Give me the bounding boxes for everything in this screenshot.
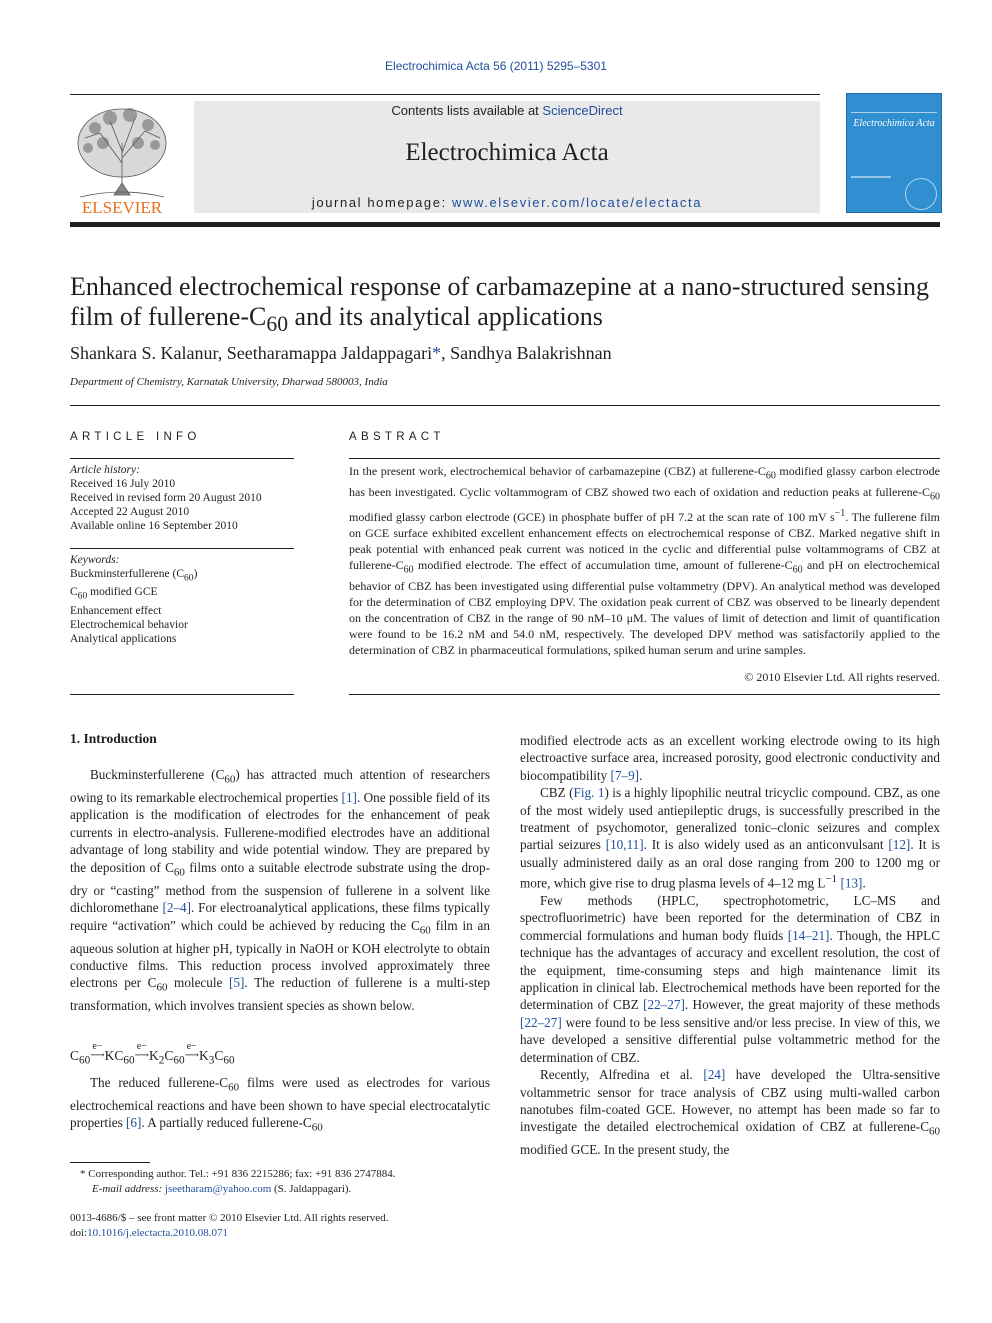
reference-link[interactable]: Fig. 1 <box>573 785 605 801</box>
cover-title: Electrochimica Acta <box>853 118 935 129</box>
journal-citation[interactable]: Electrochimica Acta 56 (2011) 5295–5301 <box>385 59 607 73</box>
journal-homepage <box>194 195 820 210</box>
intro-paragraph-5: Recently, Alfredina et al. [24] have developed the Ultra-sensitive voltammetric sensor for trace analysis of CBZ using multi-walled carbon nanotubes film-coated GCE. However, no attempt has been made so far to investigate the detailed electrochemical oxidation of CBZ at fullerene-$C_{60}$ modified GCE. In the present study, the <box>520 1067 940 1158</box>
body-right-column <box>520 732 940 1159</box>
intro-paragraph-3: CBZ (Fig. 1) is a highly lipophilic neutral tricyclic compound. CBZ, as one of the most widely used antiepileptic drugs, is successfully prescribed in the treatment of psychomotor, generalized tonic–clonic seizures and complex partial seizures [10,11]. It is also widely used as an anticonvulsant [12]. It is usually administered daily as an oral dose ranging from 200 to 1200 mg or more, which give rise to drug plasma levels of 4–12 mg $L^{-1}$ [13]. <box>520 785 941 891</box>
info-rule-bottom <box>70 694 294 695</box>
reference-link[interactable]: [12] <box>888 837 911 853</box>
keywords-list <box>70 567 294 646</box>
email-link[interactable]: jseetharam@yahoo.com <box>164 1183 272 1195</box>
reference-link[interactable]: [10,11] <box>605 837 644 853</box>
reference-link[interactable]: [1] <box>341 790 357 806</box>
history-label: Article history: <box>70 464 140 476</box>
history-received: Received 16 July 2010 <box>70 478 176 490</box>
history-revised: Received in revised form 20 August 2010 <box>70 492 262 504</box>
author-list <box>70 343 612 364</box>
intro-paragraph-4: Few methods (HPLC, spectrophotometric, LC–MS and spectrofluorimetric) have been reported for the determination of CBZ in commercial formulations and human body fluids [14–21]. Though, the HPLC technique has the advantages of accuracy and excellent resolution, the cost of the equipment, time-consuming steps and high maintenance limit its application in clinical lab. Electrochemical methods have been reported for the determination of CBZ [22–27]. However, the great majority of these methods [22–27] were found to be less sensitive and/or less precise. In view of this, we have developed a sensitive differential pulse voltammetric method for the determination of CBZ. <box>520 893 941 1065</box>
intro-paragraph-2: The reduced fullerene-$C_{60}$ films were used as electrodes for various electrochemical reactions and have been shown to have special electrocatalytic properties [6]. A partially reduced fullerene-$C_{60}$ <box>70 1075 491 1135</box>
article-title-text: Enhanced electrochemical response of carbamazepine at a nano-structured sensing film of fullerene-$C_{60}$ and its analytical applications <box>70 272 930 337</box>
reference-link[interactable]: [2–4] <box>162 900 192 916</box>
body-left-column <box>70 766 490 1015</box>
contents-prefix: Contents lists available at <box>391 103 543 118</box>
sciencedirect-link[interactable]: ScienceDirect <box>542 103 623 118</box>
journal-cover-thumbnail[interactable] <box>846 93 942 213</box>
info-rule-top <box>70 458 294 459</box>
reference-link[interactable]: [6] <box>126 1115 142 1131</box>
abstract-rule-top <box>349 458 940 459</box>
reduction-equation: $C_{60}e-$ $⟶KC_{60}e-$ $⟶K_2C_{60}e-$ $⟶K_3C_{60}$ <box>70 1041 235 1067</box>
abstract-rule-bottom <box>349 694 940 695</box>
cover-globe-icon <box>905 178 937 210</box>
keyword-item: Buckminsterfullerene $(C_{60})$ <box>70 568 198 584</box>
front-matter-note <box>70 1211 388 1241</box>
elsevier-tree-logo <box>70 103 174 215</box>
article-info-heading: ARTICLE INFO <box>70 431 201 443</box>
abstract-text: In the present work, electrochemical behavior of carbamazepine (CBZ) at fullerene-$C_{60}$ modified glassy carbon electrode has been investigated. Cyclic voltammogram of CBZ showed two each of oxidation and reduction peaks at fullerene-$C_{60}$ modified glassy carbon electrode (GCE) in phosphate buffer of pH 7.2 at the scan rate of 100 mV $s^{-1}$. The fullerene film on GCE surface exhibited excellent enhancement effects on electrochemical response of CBZ. Marked negative shift in peak potential with enhanced peak current was noticed in the cyclic and differential pulse voltammograms of CBZ at fullerene-$C_{60}$ modified electrode. The effect of accumulation time, amount of fullerene-$C_{60}$ and pH on electrochemical behavior of CBZ has been investigated using differential pulse voltammetry (DPV). An analytical method was developed for the determination of CBZ employing DPV. The oxidation peak current of CBZ was observed to be linearly dependent on the concentration of CBZ in the range of 90 nM–10 μM. The values of limit of detection and limit of quantification were found to be 16.2 nM and 54.0 nM, respectively. The developed DPV method was satisfactorily applied to the determination of CBZ in pharmaceutical formulations, spiked human serum and urine samples. <box>349 464 941 658</box>
contents-available <box>194 103 820 118</box>
title-divider <box>70 405 940 406</box>
abstract-heading: ABSTRACT <box>349 431 445 443</box>
section-heading-introduction: 1. Introduction <box>70 731 157 746</box>
author-names[interactable]: Shankara S. Kalanur, Seetharamappa Jaldappagari*, Sandhya Balakrishnan <box>70 343 612 363</box>
keywords <box>70 553 294 646</box>
email-suffix: (S. Jaldappagari). <box>271 1183 352 1195</box>
intro-paragraph-2-cont: modified electrode acts as an excellent working electrode owing to its high electroactive surface area, increased porosity, good electronic conductivity and biocompatibility [7–9]. <box>520 733 940 783</box>
history-accepted: Accepted 22 August 2010 <box>70 506 190 518</box>
reference-link[interactable]: [7–9] <box>610 767 640 783</box>
keywords-label: Keywords: <box>70 554 120 566</box>
keyword-item: Analytical applications <box>70 632 177 645</box>
reference-link[interactable]: [22–27] <box>643 997 685 1013</box>
doi-label: doi: <box>70 1227 88 1239</box>
info-rule-mid <box>70 548 294 549</box>
footnote-rule <box>70 1162 150 1163</box>
corresponding-author: * Corresponding author. Tel.: +91 836 2215286; fax: +91 836 2747884. <box>80 1168 396 1180</box>
copyright: © 2010 Elsevier Ltd. All rights reserved. <box>744 670 940 684</box>
corresponding-author-note <box>80 1167 395 1197</box>
keyword-item: $C_{60}$ modified GCE <box>70 586 158 602</box>
elsevier-wordmark: ELSEVIER <box>81 198 163 215</box>
email-label: E-mail address: <box>92 1183 165 1195</box>
article-title <box>70 272 940 339</box>
journal-name: Electrochimica Acta <box>405 139 609 166</box>
intro-paragraph-1: Buckminsterfullerene $(C_{60})$ has attracted much attention of researchers owing to its remarkable electrochemical properties [1]. One possible field of its application is the modification of electrodes for the enhancement of peak currents in electro-analysis. Fullerene-modified electrodes have an additional advantage of long stability and wide potential window. They are prepared by the deposition of $C_{60}$ films onto a suitable electrode substrate using the drop-dry or “casting” method from the suspension of fullerene in a solvent like dichloromethane [2–4]. For electroanalytical applications, these films typically require “activation” which could be achieved by reducing the $C_{60}$ film in an aqueous solution at higher pH, typically in NaOH or KOH electrolyte to obtain conductive films. This reduction process involved approximately three electrons per $C_{60}$ molecule [5]. The reduction of fullerene is a multi-step transformation, which involves transient species as shown below. <box>70 767 491 1014</box>
body-left-column-2 <box>70 1074 490 1138</box>
homepage-prefix: journal homepage: <box>311 195 453 210</box>
doi-link[interactable]: 10.1016/j.electacta.2010.08.071 <box>87 1227 228 1239</box>
reference-link[interactable]: [22–27] <box>520 1014 562 1030</box>
reference-link[interactable]: [14–21] <box>787 927 830 943</box>
issn-line: 0013-4686/$ – see front matter © 2010 Elsevier Ltd. All rights reserved. <box>70 1212 389 1224</box>
article-history <box>70 463 294 533</box>
history-online: Available online 16 September 2010 <box>70 520 238 532</box>
affiliation: Department of Chemistry, Karnatak University, Dharwad 580003, India <box>70 376 388 388</box>
header-thick-rule <box>70 222 940 227</box>
header-top-rule <box>70 94 820 95</box>
reference-link[interactable]: [24] <box>703 1067 726 1083</box>
homepage-link[interactable]: www.elsevier.com/locate/electacta <box>452 195 703 210</box>
keyword-item: Enhancement effect <box>70 604 162 617</box>
reference-link[interactable]: [13] <box>840 875 863 891</box>
reference-link[interactable]: [5] <box>229 975 245 991</box>
keyword-item: Electrochemical behavior <box>70 618 188 631</box>
